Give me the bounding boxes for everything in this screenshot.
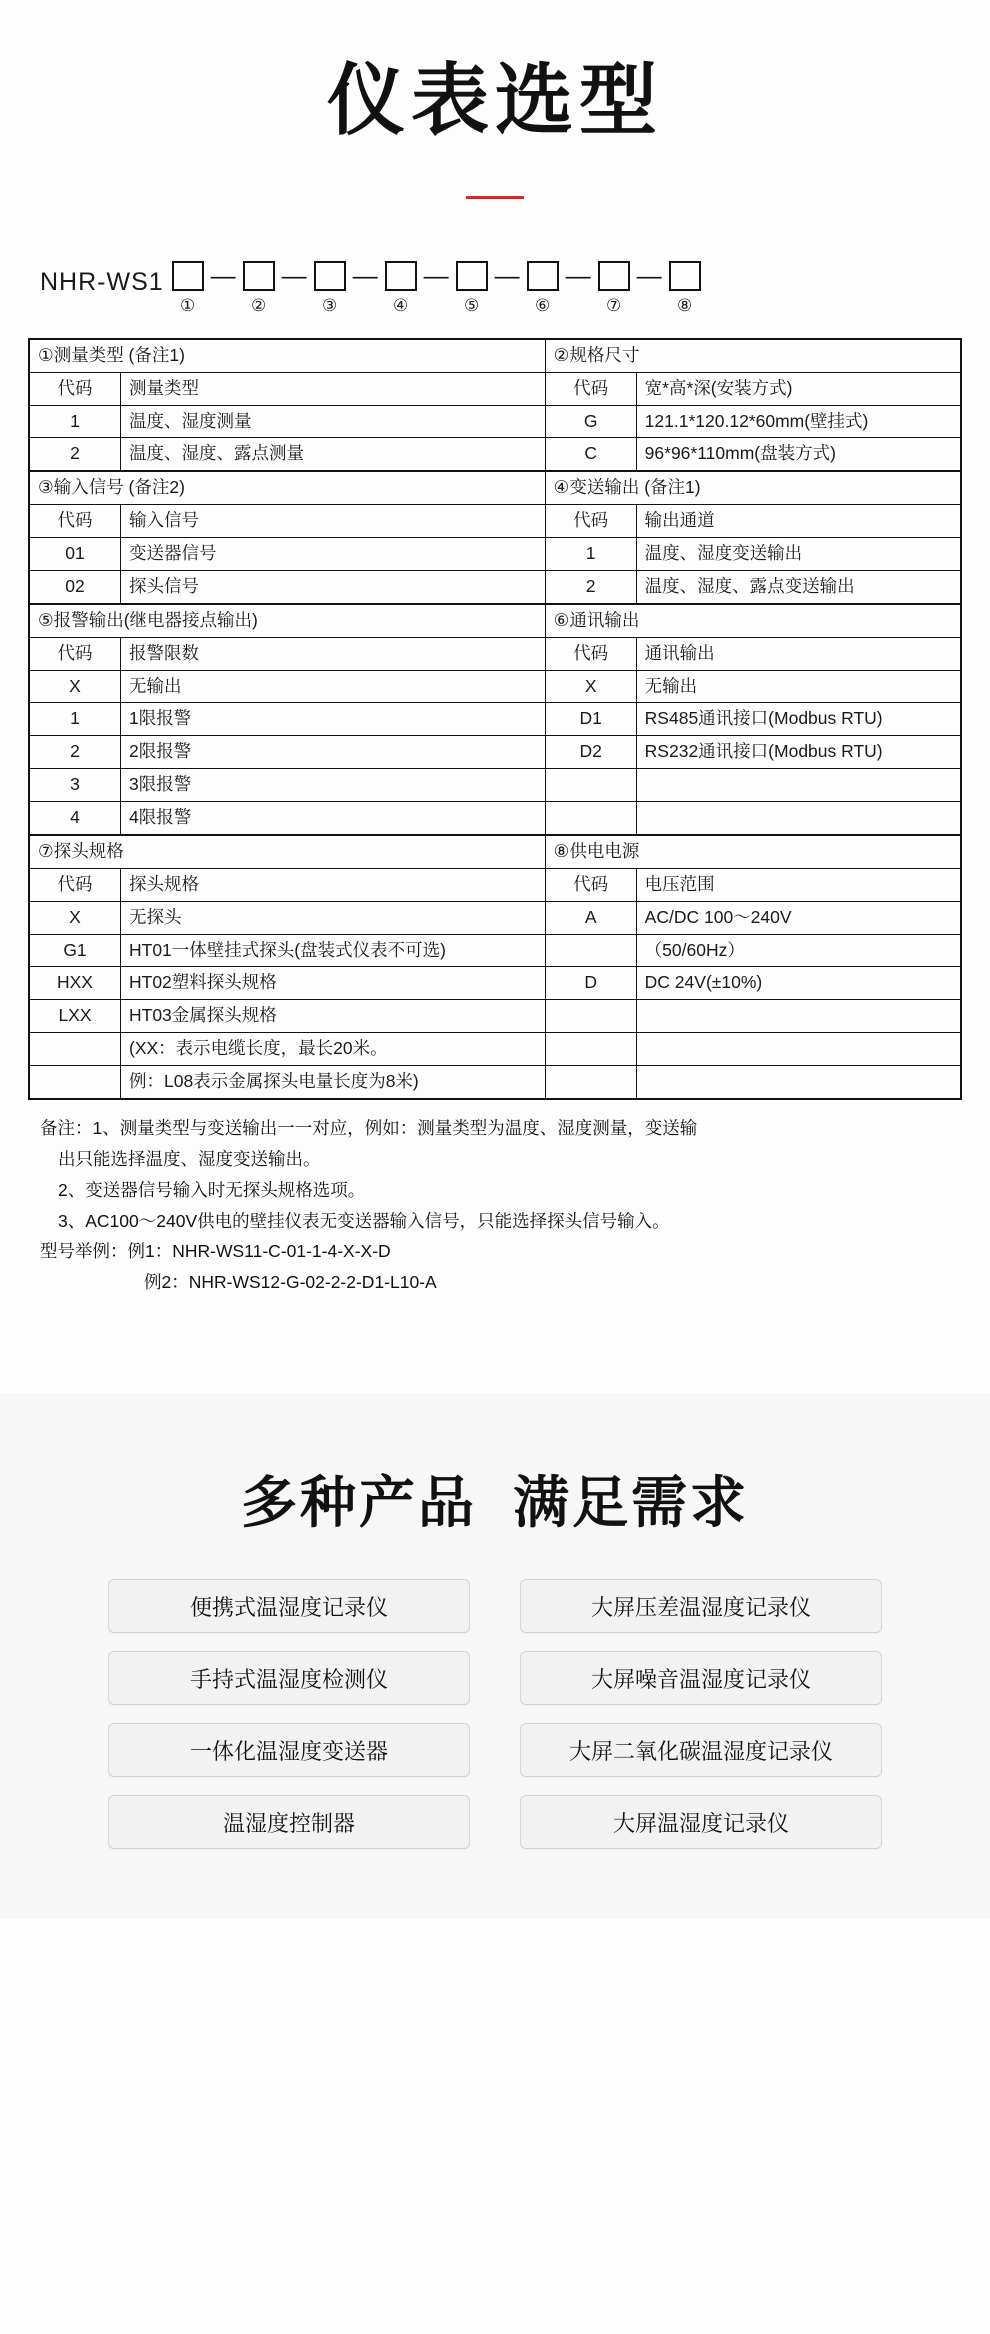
section-5-row-code: 1 [29, 703, 121, 736]
section-8-title: ⑧供电电源 [545, 835, 961, 868]
model-separator: — [281, 261, 307, 290]
section-6-row-desc: RS485通讯接口(Modbus RTU) [636, 703, 961, 736]
section-2-col-code: 代码 [545, 372, 636, 405]
section-5-row-desc: 2限报警 [121, 736, 546, 769]
table-row [29, 703, 961, 736]
table-row [29, 802, 961, 835]
table-row [29, 538, 961, 571]
section-5-row-code: X [29, 670, 121, 703]
table-row [29, 967, 961, 1000]
table-row [29, 670, 961, 703]
section-1-row-desc: 温度、湿度测量 [121, 405, 546, 438]
products-column-right [520, 1579, 882, 1849]
section-6-row-code: D1 [545, 703, 636, 736]
section-5-row-desc: 4限报警 [121, 802, 546, 835]
remark-line-3: 3、AC100～240V供电的壁挂仪表无变送器输入信号，只能选择探头信号输入。 [58, 1210, 670, 1231]
table-row [29, 835, 961, 868]
model-example-2: 例2：NHR-WS12-G-02-2-2-D1-L10-A [144, 1272, 437, 1293]
model-slot-index: ⑦ [606, 295, 622, 315]
table-row [29, 934, 961, 967]
model-example-1: 型号举例：例1：NHR-WS11-C-01-1-4-X-X-D [40, 1241, 391, 1262]
products-title-right: 满足需求 [513, 1471, 749, 1535]
section-8-row-code: D [545, 967, 636, 1000]
section-5-row-desc: 无输出 [121, 670, 546, 703]
model-slot-box [527, 261, 559, 291]
section-8-col-code: 代码 [545, 868, 636, 901]
table-row [29, 637, 961, 670]
model-slot-box [172, 261, 204, 291]
model-slot-box [456, 261, 488, 291]
remark-line-1: 备注：1、测量类型与变送输出一一对应，例如：测量类型为温度、湿度测量，变送输 [40, 1117, 698, 1138]
section-8-empty-desc [636, 1000, 961, 1033]
section-4-row-desc: 温度、湿度变送输出 [636, 538, 961, 571]
section-4-col-desc: 输出通道 [636, 505, 961, 538]
section-7-empty-code [29, 1066, 121, 1099]
model-separator: — [423, 261, 449, 290]
section-2-row-desc: 121.1*120.12*60mm(壁挂式) [636, 405, 961, 438]
section-3-row-code: 01 [29, 538, 121, 571]
model-slot-box [669, 261, 701, 291]
section-5-row-code: 2 [29, 736, 121, 769]
model-separator: — [210, 261, 236, 290]
section-8-empty-code [545, 1033, 636, 1066]
product-item[interactable]: 大屏温湿度记录仪 [520, 1795, 882, 1849]
model-slot-6 [527, 261, 559, 316]
page-title: 仪表选型 [326, 56, 663, 144]
product-item[interactable]: 一体化温湿度变送器 [108, 1723, 470, 1777]
section-7-title: ⑦探头规格 [29, 835, 545, 868]
table-row [29, 1000, 961, 1033]
section-5-row-desc: 3限报警 [121, 769, 546, 802]
section-1-title: ①测量类型 (备注1) [29, 339, 545, 372]
section-5-col-code: 代码 [29, 637, 121, 670]
table-row [29, 736, 961, 769]
product-item[interactable]: 大屏二氧化碳温湿度记录仪 [520, 1723, 882, 1777]
section-1-col-code: 代码 [29, 372, 121, 405]
table-row [29, 1066, 961, 1099]
model-code-row [0, 261, 990, 316]
product-item[interactable]: 大屏噪音温湿度记录仪 [520, 1651, 882, 1705]
model-slot-8 [669, 261, 701, 316]
section-6-row-code: D2 [545, 736, 636, 769]
section-7-row-desc: HT03金属探头规格 [121, 1000, 546, 1033]
section-7-row-desc: 无探头 [121, 901, 546, 934]
section-1-row-code: 1 [29, 405, 121, 438]
section-3-row-code: 02 [29, 570, 121, 603]
model-slot-index: ⑤ [464, 295, 480, 315]
product-item[interactable]: 便携式温湿度记录仪 [108, 1579, 470, 1633]
section-6-empty-desc [636, 769, 961, 802]
section-4-title: ④变送输出 (备注1) [545, 471, 961, 504]
model-slot-7 [598, 261, 630, 316]
section-4-col-code: 代码 [545, 505, 636, 538]
products-title [0, 1459, 990, 1539]
section-4-row-code: 2 [545, 570, 636, 603]
table-row [29, 505, 961, 538]
section-4-row-desc: 温度、湿度、露点变送输出 [636, 570, 961, 603]
model-slot-box [314, 261, 346, 291]
products-section [0, 1393, 990, 1919]
model-slot-5 [456, 261, 488, 316]
section-3-row-desc: 探头信号 [121, 570, 546, 603]
products-grid [0, 1579, 990, 1849]
section-3-title: ③输入信号 (备注2) [29, 471, 545, 504]
model-separator: — [352, 261, 378, 290]
section-2-row-code: G [545, 405, 636, 438]
model-slot-index: ⑥ [535, 295, 551, 315]
section-6-col-code: 代码 [545, 637, 636, 670]
section-6-row-desc: RS232通讯接口(Modbus RTU) [636, 736, 961, 769]
model-slots [172, 261, 701, 316]
section-6-empty-code [545, 802, 636, 835]
section-8-empty-desc [636, 1066, 961, 1099]
model-separator: — [565, 261, 591, 290]
section-6-title: ⑥通讯输出 [545, 604, 961, 637]
remark-line-1b: 出只能选择温度、湿度变送输出。 [58, 1148, 321, 1169]
model-slot-index: ④ [393, 295, 409, 315]
product-item[interactable]: 手持式温湿度检测仪 [108, 1651, 470, 1705]
model-slot-box [243, 261, 275, 291]
specification-table [28, 338, 962, 1100]
section-3-col-code: 代码 [29, 505, 121, 538]
section-8-col-desc: 电压范围 [636, 868, 961, 901]
remark-line-2: 2、变送器信号输入时无探头规格选项。 [58, 1179, 366, 1200]
table-row [29, 372, 961, 405]
model-slot-index: ③ [322, 295, 338, 315]
remarks-block [40, 1114, 950, 1297]
section-7-col-desc: 探头规格 [121, 868, 546, 901]
section-7-row-code: LXX [29, 1000, 121, 1033]
section-7-note-2: 例：L08表示金属探头电量长度为8米) [121, 1066, 546, 1099]
section-3-row-desc: 变送器信号 [121, 538, 546, 571]
table-row [29, 769, 961, 802]
section-2-col-desc: 宽*高*深(安装方式) [636, 372, 961, 405]
section-2-row-desc: 96*96*110mm(盘装方式) [636, 438, 961, 471]
model-slot-box [385, 261, 417, 291]
section-6-row-code: X [545, 670, 636, 703]
model-separator: — [494, 261, 520, 290]
product-item[interactable]: 大屏压差温湿度记录仪 [520, 1579, 882, 1633]
section-8-row-desc: （50/60Hz） [636, 934, 961, 967]
section-7-row-code: X [29, 901, 121, 934]
model-slot-1 [172, 261, 204, 316]
section-7-empty-code [29, 1033, 121, 1066]
model-slot-box [598, 261, 630, 291]
model-slot-3 [314, 261, 346, 316]
table-row [29, 604, 961, 637]
section-1-row-code: 2 [29, 438, 121, 471]
model-slot-index: ⑧ [677, 295, 693, 315]
model-separator: — [636, 261, 662, 290]
product-item[interactable]: 温湿度控制器 [108, 1795, 470, 1849]
section-7-row-code: G1 [29, 934, 121, 967]
section-8-row-desc: DC 24V(±10%) [636, 967, 961, 1000]
table-row [29, 868, 961, 901]
section-2-title: ②规格尺寸 [545, 339, 961, 372]
table-row [29, 570, 961, 603]
section-6-col-desc: 通讯输出 [636, 637, 961, 670]
section-7-row-desc: HT02塑料探头规格 [121, 967, 546, 1000]
section-3-col-desc: 输入信号 [121, 505, 546, 538]
section-6-empty-desc [636, 802, 961, 835]
section-5-row-desc: 1限报警 [121, 703, 546, 736]
section-8-row-code [545, 934, 636, 967]
section-6-row-desc: 无输出 [636, 670, 961, 703]
section-1-col-desc: 测量类型 [121, 372, 546, 405]
section-8-empty-desc [636, 1033, 961, 1066]
section-8-empty-code [545, 1066, 636, 1099]
section-2-row-code: C [545, 438, 636, 471]
section-6-empty-code [545, 769, 636, 802]
section-8-empty-code [545, 1000, 636, 1033]
section-8-row-desc: AC/DC 100～240V [636, 901, 961, 934]
table-row [29, 339, 961, 372]
section-1-row-desc: 温度、湿度、露点测量 [121, 438, 546, 471]
model-slot-2 [243, 261, 275, 316]
section-4-row-code: 1 [545, 538, 636, 571]
model-slot-index: ② [251, 295, 267, 315]
table-row [29, 405, 961, 438]
model-slot-4 [385, 261, 417, 316]
title-divider [466, 196, 524, 199]
section-7-note-1: (XX：表示电缆长度，最长20米。 [121, 1033, 546, 1066]
section-5-title: ⑤报警输出(继电器接点输出) [29, 604, 545, 637]
section-8-row-code: A [545, 901, 636, 934]
products-title-left: 多种产品 [241, 1471, 477, 1535]
table-row [29, 471, 961, 504]
table-row [29, 1033, 961, 1066]
table-row [29, 901, 961, 934]
products-column-left [108, 1579, 470, 1849]
section-7-col-code: 代码 [29, 868, 121, 901]
section-5-col-desc: 报警限数 [121, 637, 546, 670]
section-5-row-code: 4 [29, 802, 121, 835]
section-7-row-code: HXX [29, 967, 121, 1000]
title-block [0, 0, 990, 199]
table-row [29, 438, 961, 471]
model-prefix: NHR-WS1 [40, 267, 164, 296]
section-7-row-desc: HT01一体壁挂式探头(盘装式仪表不可选) [121, 934, 546, 967]
model-slot-index: ① [180, 295, 196, 315]
section-5-row-code: 3 [29, 769, 121, 802]
